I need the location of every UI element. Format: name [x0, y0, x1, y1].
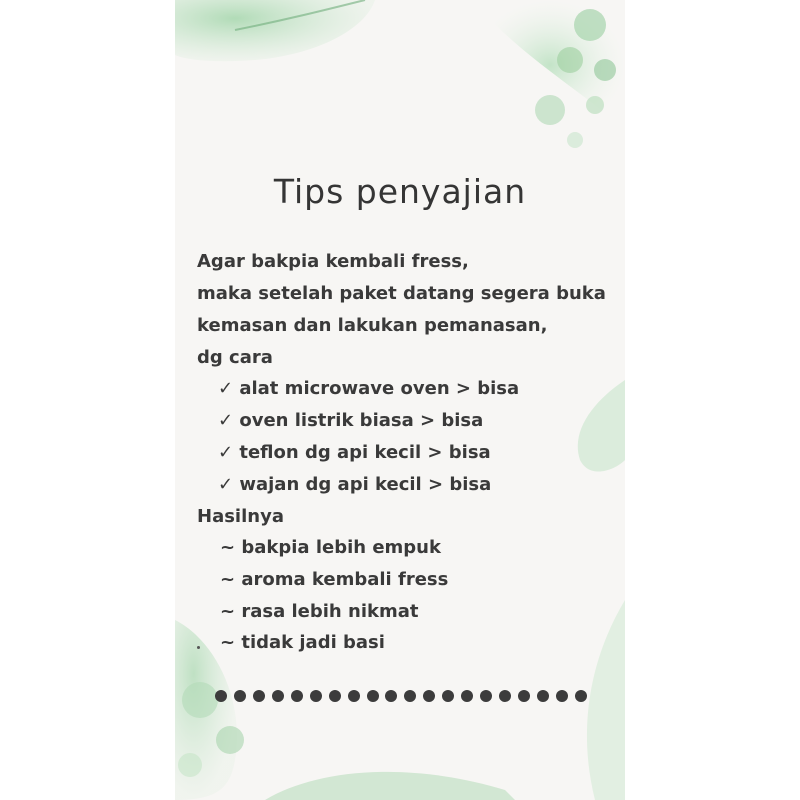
divider-dot [215, 690, 227, 702]
method-item: ✓ teflon dg api kecil > bisa [218, 442, 491, 463]
divider-dot [423, 690, 435, 702]
method-item: ✓ oven listrik biasa > bisa [218, 410, 484, 431]
intro-line: kemasan dan lakukan pemanasan, [197, 315, 548, 336]
method-item: ✓ alat microwave oven > bisa [218, 378, 520, 399]
method-item: ✓ wajan dg api kecil > bisa [218, 474, 492, 495]
divider-dot [461, 690, 473, 702]
result-heading: Hasilnya [197, 506, 284, 527]
result-item: ~ rasa lebih nikmat [220, 601, 419, 622]
divider-dot [272, 690, 284, 702]
divider-dot [385, 690, 397, 702]
divider-dot [556, 690, 568, 702]
divider-dot [537, 690, 549, 702]
divider-dot [442, 690, 454, 702]
divider-dot [329, 690, 341, 702]
page-title: Tips penyajian [273, 172, 527, 211]
result-item: ~ aroma kembali fress [220, 569, 449, 590]
intro-line: Agar bakpia kembali fress, [197, 251, 469, 272]
divider-dot [234, 690, 246, 702]
stray-dot [197, 646, 200, 649]
tips-card [175, 0, 625, 800]
result-item: ~ bakpia lebih empuk [220, 537, 441, 558]
divider-dot [480, 690, 492, 702]
divider-dot [367, 690, 379, 702]
divider-dot [518, 690, 530, 702]
intro-line: maka setelah paket datang segera buka [197, 283, 606, 304]
watercolor-leaf-background [175, 0, 625, 800]
divider-dot [575, 690, 587, 702]
dot-divider [215, 690, 587, 704]
divider-dot [404, 690, 416, 702]
divider-dot [253, 690, 265, 702]
divider-dot [291, 690, 303, 702]
intro-line: dg cara [197, 347, 273, 368]
divider-dot [310, 690, 322, 702]
result-item: ~ tidak jadi basi [220, 632, 385, 653]
divider-dot [348, 690, 360, 702]
divider-dot [499, 690, 511, 702]
